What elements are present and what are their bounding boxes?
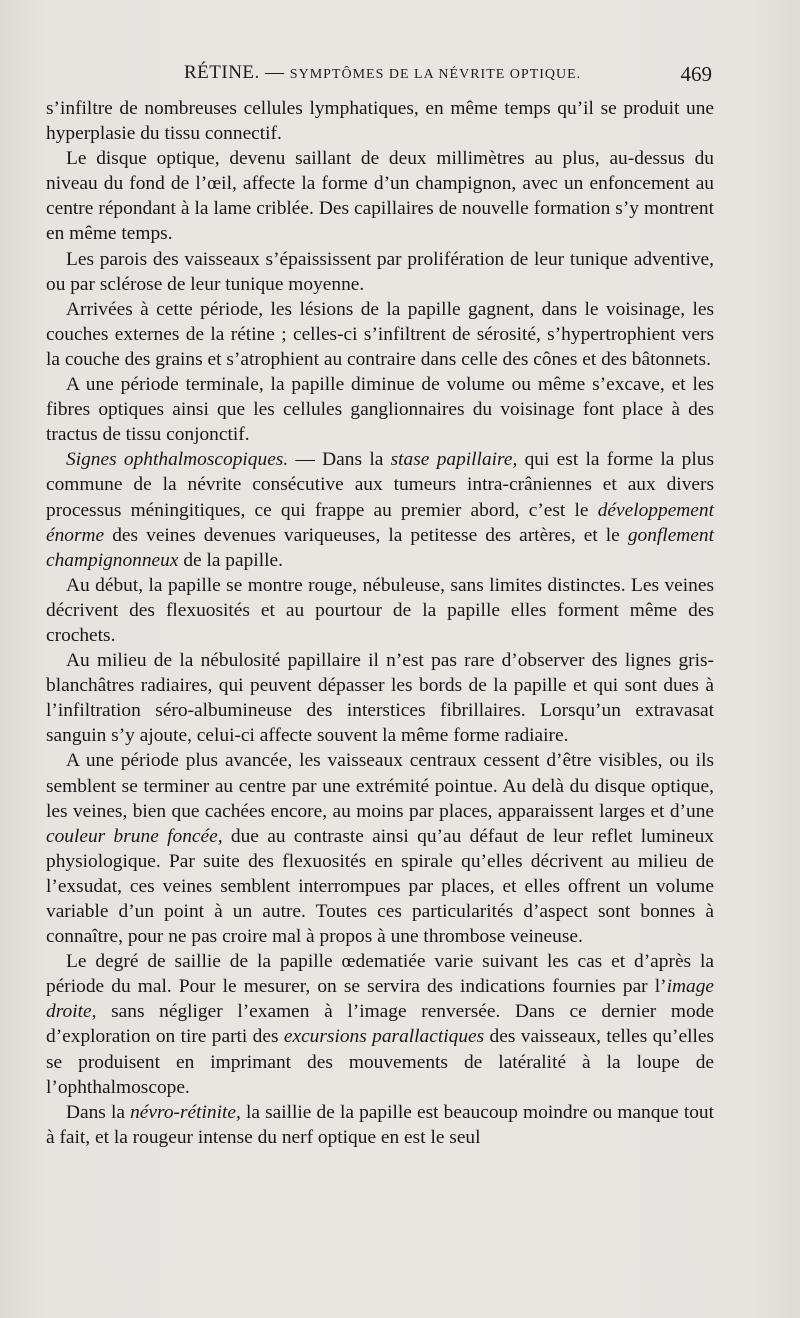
text-run: la saillie de la papille est beaucoup moindre ou manque tout à fait, et la rougeur intense du nerf optique en est le seul [46,1101,714,1148]
italic-text: gonflement champignonneux [46,524,714,571]
paragraph [46,447,714,572]
text-run: Au début, la papille se montre rouge, nébuleuse, sans limites distinctes. Les veines décrivent des flexuosités et au pourtour de la papille elles forment même des crochets. [46,574,714,646]
text-run: de la papille. [178,549,283,571]
text-run: — Dans la [288,449,391,471]
text-run: Arrivées à cette période, les lésions de la papille gagnent, dans le voisinage, les couches externes de la rétine ; celles-ci s’infiltrent de sérosité, s’hypertrophient vers la couche des grains et s’atrophient au contraire dans celle des cônes et des bâtonnets. [46,298,714,370]
text-run: qui est la forme la plus commune de la névrite consécutive aux tumeurs intra-crâniennes et aux divers processus méningitiques, ce qui frappe au premier abord, c’est le [46,449,714,521]
running-title [184,62,581,84]
text-run: Le disque optique, devenu saillant de deux millimètres au plus, au-dessus du niveau du fond de l’œil, affecte la forme d’un champignon, avec un enfoncement au centre répondant à la lame criblée. Des capillaires de nouvelle formation s’y montrent en même temps. [46,148,714,245]
paragraph [46,96,714,146]
italic-text: couleur brune foncée, [46,825,223,847]
paragraph [46,949,714,1100]
text-run: s’infiltre de nombreuses cellules lymphatiques, en même temps qu’il se produit une hyperplasie du tissu connectif. [46,98,714,145]
text-run: sans négliger l’examen à l’image renversée. Dans ce dernier mode d’exploration on tire parti des [46,1001,714,1048]
italic-text: Signes ophthalmoscopiques. [66,449,289,471]
text-run: des vaisseaux, telles qu’elles se produisent en imprimant des mouvements de latéralité à la loupe de l’ophthalmoscope. [46,1026,714,1098]
paragraph [46,1100,714,1150]
running-title-main: RÉTINE. — [184,62,290,83]
page-number: 469 [680,62,712,86]
text-run: due au contraste ainsi qu’au défaut de leur reflet lumineux physiologique. Par suite des flexuosités en spirale qu’elles décrivent au milieu de l’exsudat, ces veines semblent interrompues par places, et elles offrent un volume variable d’un point à un autre. Toutes ces particularités d’aspect sont bonnes à connaître, pour ne pas croire mal à propos à une thrombose veineuse. [46,825,714,948]
page-header [46,58,712,92]
paragraph [46,648,714,748]
paragraph [46,372,714,447]
paragraph [46,573,714,648]
text-run: A une période plus avancée, les vaisseaux centraux cessent d’être visibles, ou ils semblent se terminer au centre par une extrémité pointue. Au delà du disque optique, les veines, bien que cachées encore, au moins par places, apparaissent larges et d’une [46,750,714,822]
italic-text: névro-rétinite, [130,1101,241,1123]
text-run: des veines devenues variqueuses, la petitesse des artères, et le [104,524,628,546]
text-run: Au milieu de la nébulosité papillaire il n’est pas rare d’observer des lignes gris-blanchâtres radiaires, qui peuvent dépasser les bords de la papille et qui sont dues à l’infiltration séro-albumineuse des interstices fibrillaires. Lorsqu’un extravasat sanguin s’y ajoute, celui-ci affecte souvent la même forme radiaire. [46,650,714,747]
italic-text: stase papillaire, [390,449,518,471]
text-run: A une période terminale, la papille diminue de volume ou même s’excave, et les fibres optiques ainsi que les cellules ganglionnaires du voisinage font place à des tractus de tissu conjonctif. [46,374,714,446]
text-run: Dans la [66,1101,131,1123]
text-run: Le degré de saillie de la papille œdematiée varie suivant les cas et d’après la période du mal. Pour le mesurer, on se servira des indications fournies par l’ [46,951,714,998]
italic-text: image droite, [46,976,714,1023]
paragraph [46,247,714,297]
paragraph [46,748,714,949]
body-text [46,96,714,1150]
running-title-sub: SYMPTÔMES DE LA NÉVRITE OPTIQUE. [289,67,582,82]
italic-text: développement énorme [46,499,714,546]
italic-text: excursions parallactiques [283,1026,485,1048]
paragraph [46,146,714,246]
paragraph [46,297,714,372]
text-run: Les parois des vaisseaux s’épaississent par prolifération de leur tunique adventive, ou par sclérose de leur tunique moyenne. [46,248,714,295]
